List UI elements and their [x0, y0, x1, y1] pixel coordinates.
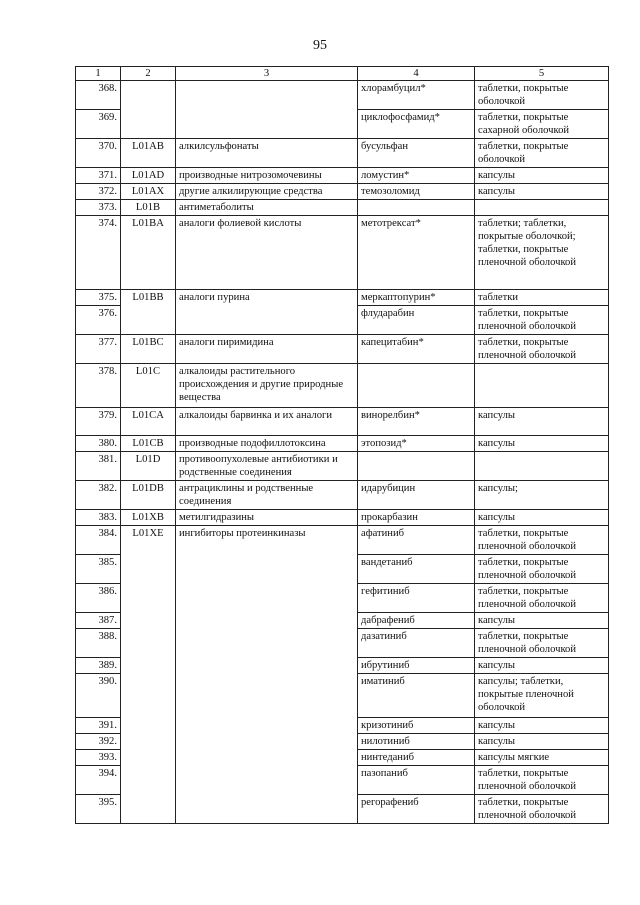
atc-code	[121, 795, 176, 824]
table-row	[76, 408, 609, 436]
header-col-3: 3	[176, 67, 358, 81]
header-col-2: 2	[121, 67, 176, 81]
atc-code: L01BC	[121, 335, 176, 364]
drug-name: кризотиниб	[358, 718, 475, 734]
table-row	[76, 766, 609, 795]
dosage-form: таблетки, покрытые пленочной оболочкой	[475, 766, 609, 795]
atc-group	[176, 734, 358, 750]
drug-name	[358, 452, 475, 481]
header-row	[76, 67, 609, 81]
atc-group: антиметаболиты	[176, 200, 358, 216]
atc-group	[176, 750, 358, 766]
atc-group: метилгидразины	[176, 510, 358, 526]
dosage-form: капсулы	[475, 436, 609, 452]
dosage-form: таблетки, покрытые оболочкой	[475, 139, 609, 168]
drug-name: бусульфан	[358, 139, 475, 168]
row-number: 377.	[76, 335, 121, 364]
atc-code: L01XE	[121, 526, 176, 555]
table-row	[76, 290, 609, 306]
dosage-form: капсулы	[475, 734, 609, 750]
drug-name: иматиниб	[358, 674, 475, 718]
row-number: 386.	[76, 584, 121, 613]
row-number: 379.	[76, 408, 121, 436]
row-number: 392.	[76, 734, 121, 750]
atc-code	[121, 81, 176, 110]
drug-name: ибрутиниб	[358, 658, 475, 674]
drug-name: метотрексат*	[358, 216, 475, 290]
row-number: 368.	[76, 81, 121, 110]
dosage-form: таблетки, покрытые пленочной оболочкой	[475, 526, 609, 555]
atc-group: алкалоиды растительного происхождения и другие природные вещества	[176, 364, 358, 408]
table-row	[76, 216, 609, 290]
table-row	[76, 584, 609, 613]
row-number: 382.	[76, 481, 121, 510]
atc-code	[121, 613, 176, 629]
atc-group: алкалоиды барвинка и их аналоги	[176, 408, 358, 436]
atc-code	[121, 750, 176, 766]
header-col-5: 5	[475, 67, 609, 81]
table-row	[76, 718, 609, 734]
drug-name: гефитиниб	[358, 584, 475, 613]
atc-code: L01BB	[121, 290, 176, 306]
drug-name	[358, 364, 475, 408]
drug-name: идарубицин	[358, 481, 475, 510]
dosage-form: таблетки, покрытые пленочной оболочкой	[475, 555, 609, 584]
row-number: 376.	[76, 306, 121, 335]
dosage-form: таблетки, покрытые пленочной оболочкой	[475, 306, 609, 335]
table-row	[76, 364, 609, 408]
drug-name: вандетаниб	[358, 555, 475, 584]
drug-name: прокарбазин	[358, 510, 475, 526]
table-row	[76, 613, 609, 629]
atc-group	[176, 658, 358, 674]
drug-name: нилотиниб	[358, 734, 475, 750]
table-row	[76, 674, 609, 718]
atc-code: L01XB	[121, 510, 176, 526]
dosage-form	[475, 200, 609, 216]
row-number: 390.	[76, 674, 121, 718]
atc-group: производные подофиллотоксина	[176, 436, 358, 452]
row-number: 378.	[76, 364, 121, 408]
atc-group: антрациклины и родственные соединения	[176, 481, 358, 510]
atc-code	[121, 584, 176, 613]
atc-group	[176, 613, 358, 629]
drug-table	[75, 66, 609, 824]
dosage-form: таблетки	[475, 290, 609, 306]
header-col-1: 1	[76, 67, 121, 81]
dosage-form: капсулы	[475, 510, 609, 526]
atc-group: аналоги пиримидина	[176, 335, 358, 364]
drug-name: флударабин	[358, 306, 475, 335]
atc-code: L01BA	[121, 216, 176, 290]
table-row	[76, 750, 609, 766]
atc-code	[121, 555, 176, 584]
table-row	[76, 200, 609, 216]
dosage-form: капсулы	[475, 658, 609, 674]
table-row	[76, 436, 609, 452]
dosage-form	[475, 364, 609, 408]
atc-group	[176, 766, 358, 795]
atc-code	[121, 658, 176, 674]
dosage-form: капсулы;	[475, 481, 609, 510]
drug-name: ломустин*	[358, 168, 475, 184]
row-number: 369.	[76, 110, 121, 139]
drug-name: капецитабин*	[358, 335, 475, 364]
atc-group: аналоги фолиевой кислоты	[176, 216, 358, 290]
row-number: 385.	[76, 555, 121, 584]
atc-code	[121, 629, 176, 658]
dosage-form	[475, 452, 609, 481]
drug-name: хлорамбуцил*	[358, 81, 475, 110]
dosage-form: капсулы мягкие	[475, 750, 609, 766]
row-number: 375.	[76, 290, 121, 306]
atc-group: алкилсульфонаты	[176, 139, 358, 168]
page-number: 95	[313, 38, 327, 53]
dosage-form: капсулы	[475, 408, 609, 436]
row-number: 383.	[76, 510, 121, 526]
dosage-form: таблетки, покрытые пленочной оболочкой	[475, 795, 609, 824]
atc-code	[121, 766, 176, 795]
drug-name: меркаптопурин*	[358, 290, 475, 306]
atc-code: L01AD	[121, 168, 176, 184]
row-number: 387.	[76, 613, 121, 629]
atc-code: L01CB	[121, 436, 176, 452]
drug-name: регорафениб	[358, 795, 475, 824]
atc-code: L01DB	[121, 481, 176, 510]
dosage-form: таблетки, покрытые пленочной оболочкой	[475, 335, 609, 364]
dosage-form: капсулы; таблетки, покрытые пленочной оболочкой	[475, 674, 609, 718]
dosage-form: таблетки, покрытые сахарной оболочкой	[475, 110, 609, 139]
row-number: 391.	[76, 718, 121, 734]
atc-group: аналоги пурина	[176, 290, 358, 306]
row-number: 384.	[76, 526, 121, 555]
row-number: 394.	[76, 766, 121, 795]
atc-group	[176, 110, 358, 139]
dosage-form: капсулы	[475, 718, 609, 734]
atc-group: противоопухолевые антибиотики и родственные соединения	[176, 452, 358, 481]
dosage-form: таблетки, покрытые пленочной оболочкой	[475, 629, 609, 658]
atc-group: другие алкилирующие средства	[176, 184, 358, 200]
drug-name: нинтеданиб	[358, 750, 475, 766]
row-number: 372.	[76, 184, 121, 200]
row-number: 374.	[76, 216, 121, 290]
atc-code: L01B	[121, 200, 176, 216]
row-number: 380.	[76, 436, 121, 452]
table-row	[76, 452, 609, 481]
table-row	[76, 795, 609, 824]
table-row	[76, 629, 609, 658]
table-row	[76, 184, 609, 200]
atc-group	[176, 584, 358, 613]
dosage-form: таблетки; таблетки, покрытые оболочкой; таблетки, покрытые пленочной оболочкой	[475, 216, 609, 290]
drug-name: темозоломид	[358, 184, 475, 200]
atc-group	[176, 555, 358, 584]
atc-group: производные нитрозомочевины	[176, 168, 358, 184]
row-number: 395.	[76, 795, 121, 824]
row-number: 381.	[76, 452, 121, 481]
atc-code	[121, 734, 176, 750]
drug-name	[358, 200, 475, 216]
dosage-form: капсулы	[475, 168, 609, 184]
table-row	[76, 555, 609, 584]
header-col-4: 4	[358, 67, 475, 81]
dosage-form: таблетки, покрытые оболочкой	[475, 81, 609, 110]
table-row	[76, 481, 609, 510]
atc-group	[176, 718, 358, 734]
drug-name: дабрафениб	[358, 613, 475, 629]
atc-code: L01AB	[121, 139, 176, 168]
atc-code	[121, 306, 176, 335]
drug-name: циклофосфамид*	[358, 110, 475, 139]
atc-group	[176, 795, 358, 824]
atc-group	[176, 629, 358, 658]
table-row	[76, 734, 609, 750]
atc-code	[121, 110, 176, 139]
table-row	[76, 168, 609, 184]
table-row	[76, 658, 609, 674]
table-row	[76, 110, 609, 139]
atc-group	[176, 306, 358, 335]
atc-code	[121, 718, 176, 734]
table-row	[76, 81, 609, 110]
table-row	[76, 510, 609, 526]
atc-code: L01CA	[121, 408, 176, 436]
row-number: 393.	[76, 750, 121, 766]
dosage-form: капсулы	[475, 613, 609, 629]
row-number: 371.	[76, 168, 121, 184]
atc-group	[176, 81, 358, 110]
atc-group	[176, 674, 358, 718]
table-row	[76, 526, 609, 555]
drug-name: дазатиниб	[358, 629, 475, 658]
atc-code: L01D	[121, 452, 176, 481]
drug-name: этопозид*	[358, 436, 475, 452]
drug-name: афатиниб	[358, 526, 475, 555]
atc-code: L01C	[121, 364, 176, 408]
table-row	[76, 306, 609, 335]
drug-name: винорелбин*	[358, 408, 475, 436]
atc-code: L01AX	[121, 184, 176, 200]
row-number: 389.	[76, 658, 121, 674]
atc-group: ингибиторы протеинкиназы	[176, 526, 358, 555]
row-number: 370.	[76, 139, 121, 168]
row-number: 388.	[76, 629, 121, 658]
drug-name: пазопаниб	[358, 766, 475, 795]
table-row	[76, 335, 609, 364]
row-number: 373.	[76, 200, 121, 216]
table-row	[76, 139, 609, 168]
atc-code	[121, 674, 176, 718]
dosage-form: капсулы	[475, 184, 609, 200]
dosage-form: таблетки, покрытые пленочной оболочкой	[475, 584, 609, 613]
